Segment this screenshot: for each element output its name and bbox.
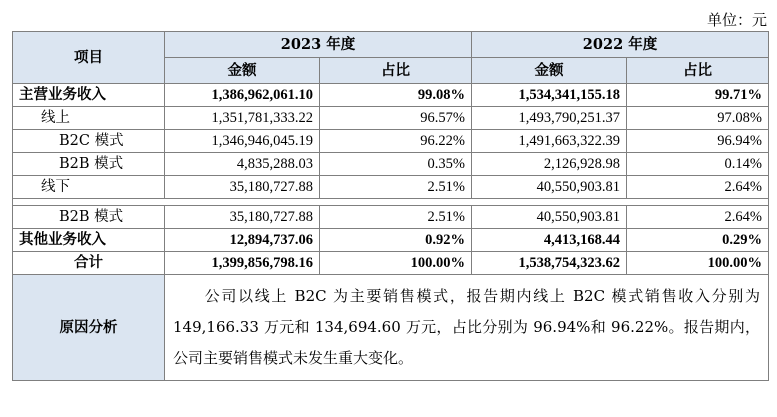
revenue-table bbox=[12, 31, 769, 381]
amount-2022: 2,126,928.98 bbox=[472, 153, 627, 176]
ratio-2023: 2.51% bbox=[320, 206, 472, 229]
ratio-2023: 2.51% bbox=[320, 176, 472, 199]
ratio-2022: 99.71% bbox=[627, 84, 769, 107]
amount-2022: 1,491,663,322.39 bbox=[472, 130, 627, 153]
header-amount-2022: 金额 bbox=[472, 58, 627, 84]
row-gap bbox=[13, 199, 769, 206]
header-item: 项目 bbox=[13, 32, 165, 84]
ratio-2023: 100.00% bbox=[320, 252, 472, 275]
ratio-2022: 100.00% bbox=[627, 252, 769, 275]
analysis-text-cell bbox=[165, 275, 769, 381]
ratio-2022: 2.64% bbox=[627, 176, 769, 199]
row-label: 线上 bbox=[13, 107, 165, 130]
table-row bbox=[13, 176, 769, 199]
ratio-2023: 96.22% bbox=[320, 130, 472, 153]
amount-2022: 4,413,168.44 bbox=[472, 229, 627, 252]
amount-2023: 1,351,781,333.22 bbox=[165, 107, 320, 130]
row-label: 主营业务收入 bbox=[13, 84, 165, 107]
amount-2022: 40,550,903.81 bbox=[472, 176, 627, 199]
table-row-total bbox=[13, 252, 769, 275]
amount-2022: 1,493,790,251.37 bbox=[472, 107, 627, 130]
amount-2022: 40,550,903.81 bbox=[472, 206, 627, 229]
amount-2023: 1,386,962,061.10 bbox=[165, 84, 320, 107]
row-label: B2C 模式 bbox=[13, 130, 165, 153]
amount-2023: 35,180,727.88 bbox=[165, 176, 320, 199]
row-label: B2B 模式 bbox=[13, 153, 165, 176]
amount-2023: 1,399,856,798.16 bbox=[165, 252, 320, 275]
ratio-2022: 0.29% bbox=[627, 229, 769, 252]
header-ratio-2023: 占比 bbox=[320, 58, 472, 84]
table-row bbox=[13, 84, 769, 107]
table-row bbox=[13, 130, 769, 153]
row-label: 线下 bbox=[13, 176, 165, 199]
ratio-2022: 0.14% bbox=[627, 153, 769, 176]
ratio-2022: 2.64% bbox=[627, 206, 769, 229]
ratio-2023: 0.35% bbox=[320, 153, 472, 176]
amount-2023: 1,346,946,045.19 bbox=[165, 130, 320, 153]
header-ratio-2022: 占比 bbox=[627, 58, 769, 84]
header-year-2022: 2022 年度 bbox=[472, 32, 769, 58]
amount-2022: 1,538,754,323.62 bbox=[472, 252, 627, 275]
table-row bbox=[13, 153, 769, 176]
amount-2023: 4,835,288.03 bbox=[165, 153, 320, 176]
analysis-text: 公司以线上 B2C 为主要销售模式，报告期内线上 B2C 模式销售收入分别为 149,166.33 万元和 134,694.60 万元，占比分别为 96.94%和 96.22%。报告期内，公司主要销售模式未发生重大变化。 bbox=[173, 287, 760, 367]
ratio-2022: 96.94% bbox=[627, 130, 769, 153]
amount-2023: 35,180,727.88 bbox=[165, 206, 320, 229]
amount-2023: 12,894,737.06 bbox=[165, 229, 320, 252]
table-row bbox=[13, 107, 769, 130]
ratio-2023: 96.57% bbox=[320, 107, 472, 130]
amount-2022: 1,534,341,155.18 bbox=[472, 84, 627, 107]
analysis-row bbox=[13, 275, 769, 381]
unit-label: 单位：元 bbox=[706, 11, 767, 29]
row-label: B2B 模式 bbox=[13, 206, 165, 229]
table-row bbox=[13, 206, 769, 229]
analysis-label: 原因分析 bbox=[13, 275, 165, 381]
header-amount-2023: 金额 bbox=[165, 58, 320, 84]
row-label: 其他业务收入 bbox=[13, 229, 165, 252]
table-row bbox=[13, 229, 769, 252]
header-year-2023: 2023 年度 bbox=[165, 32, 472, 58]
ratio-2022: 97.08% bbox=[627, 107, 769, 130]
ratio-2023: 0.92% bbox=[320, 229, 472, 252]
ratio-2023: 99.08% bbox=[320, 84, 472, 107]
row-label: 合计 bbox=[13, 252, 165, 275]
